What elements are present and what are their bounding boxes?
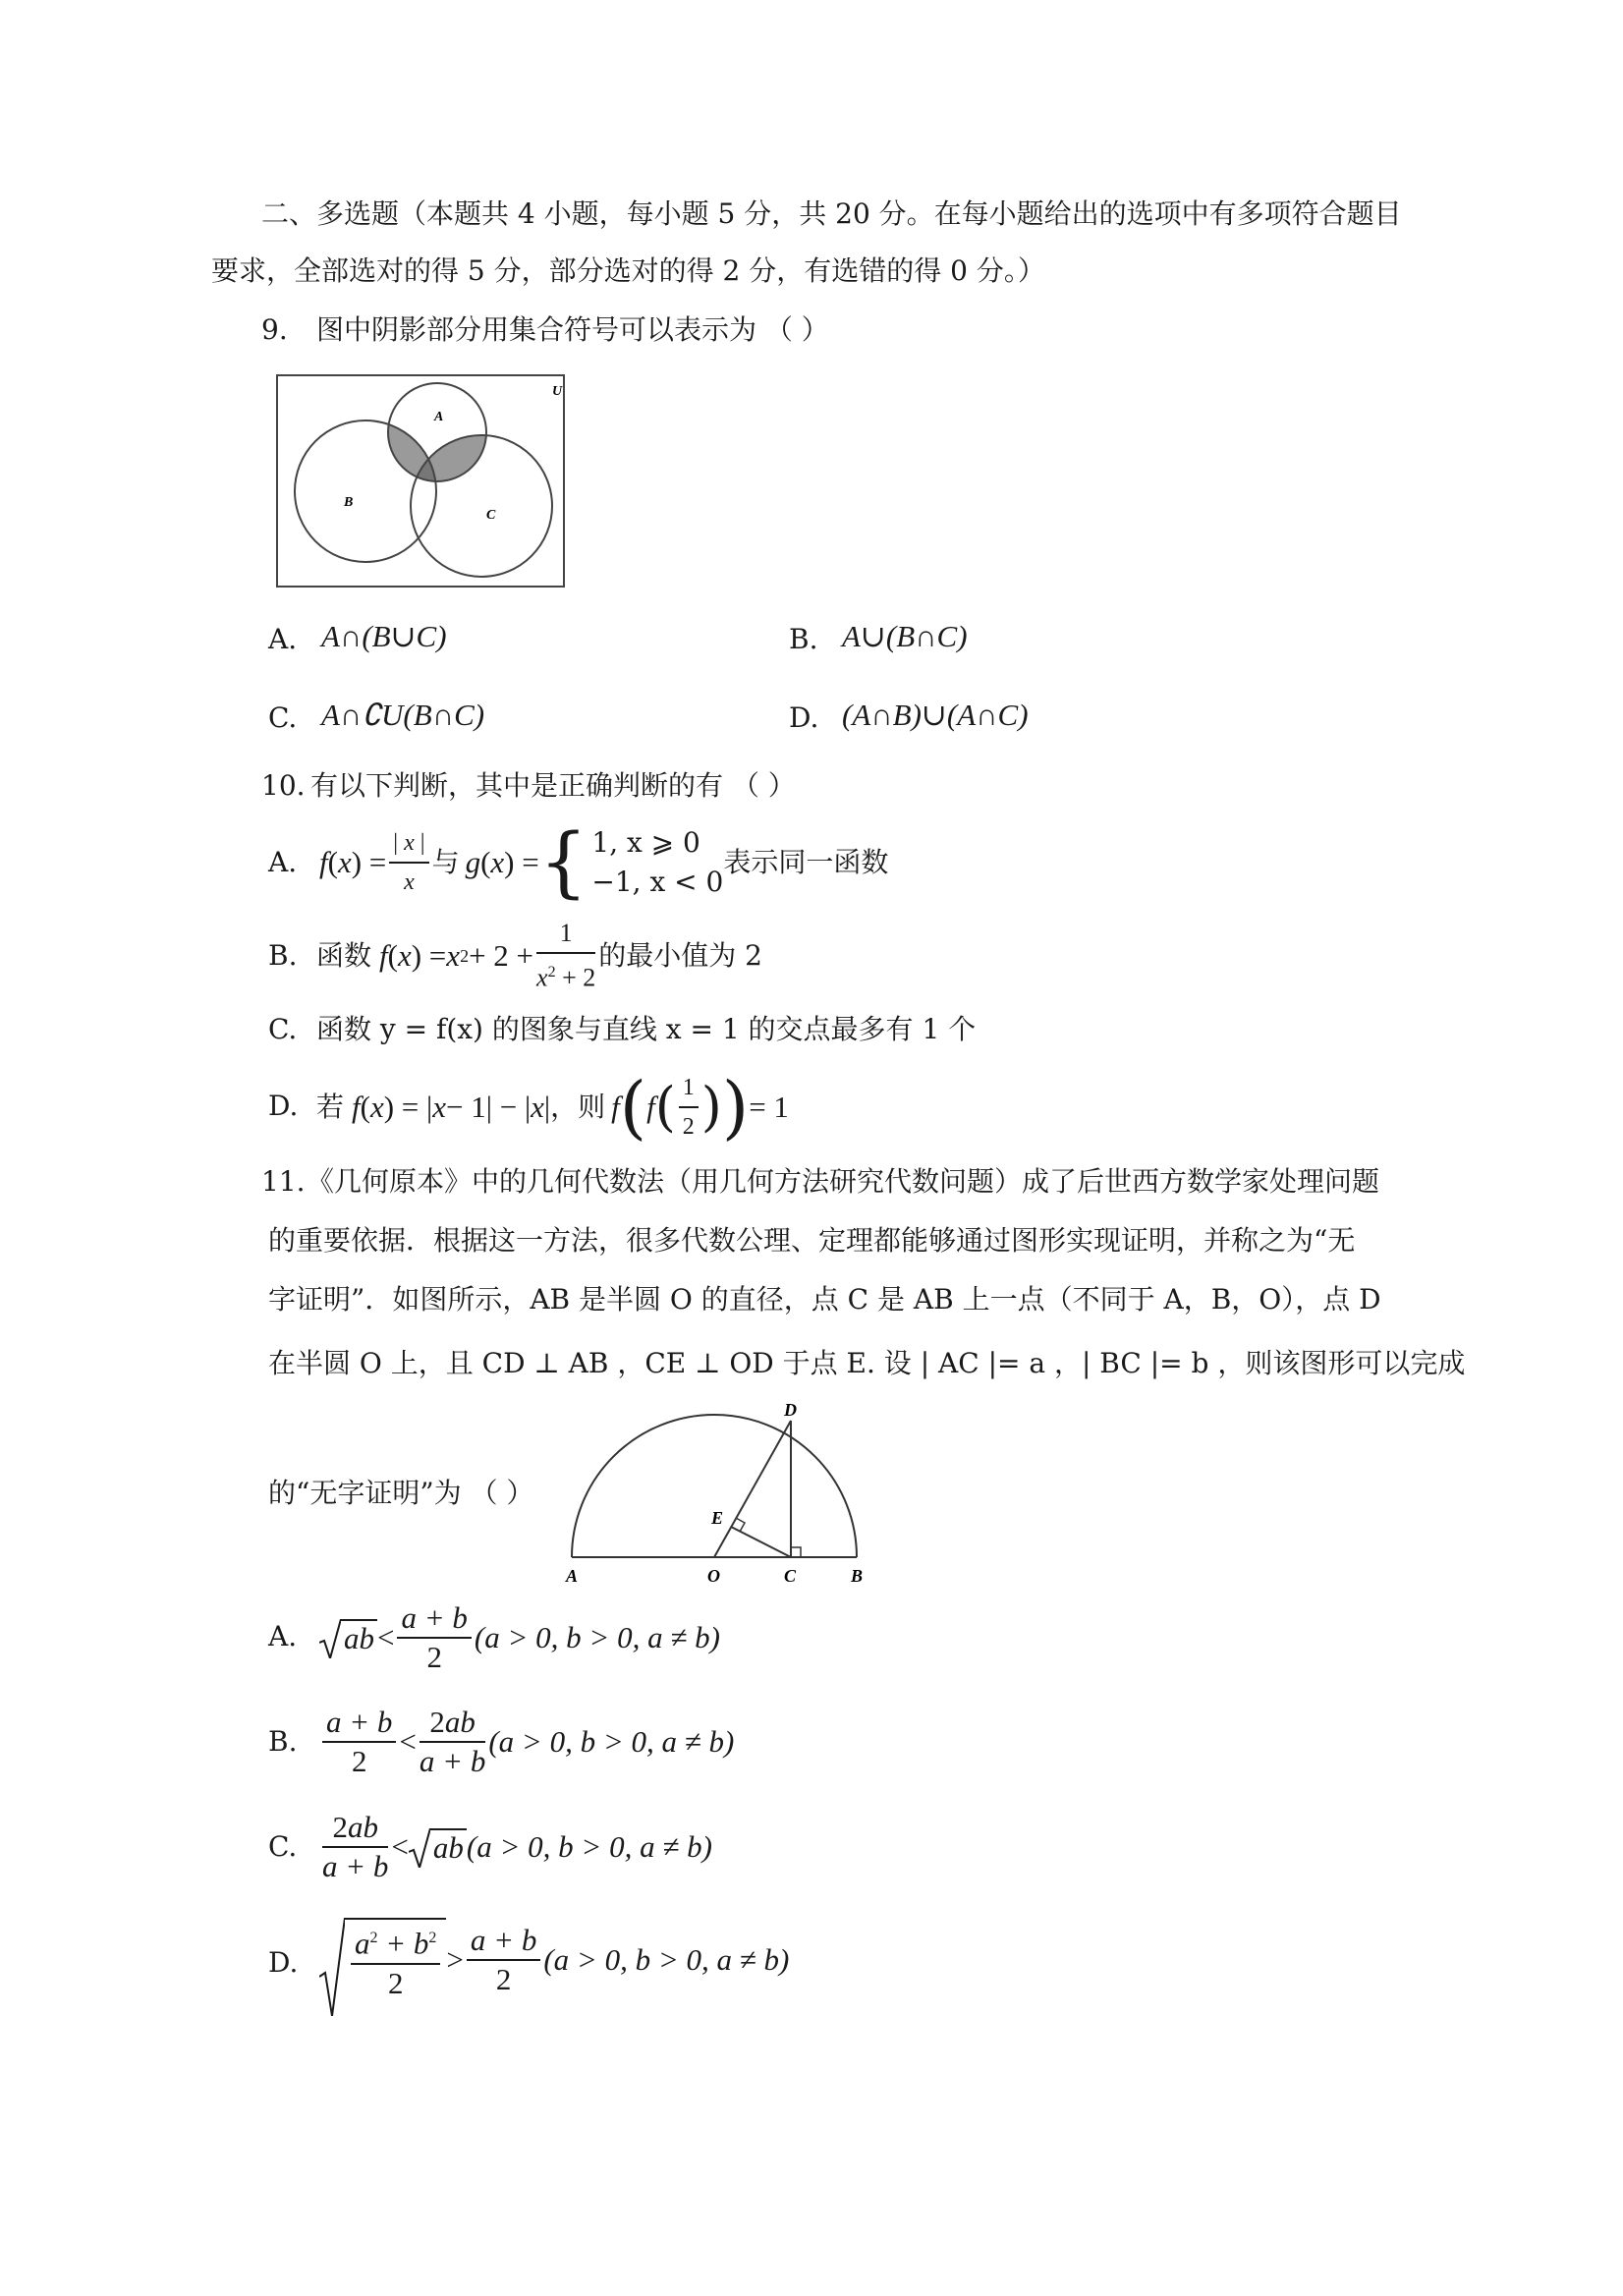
q10-stem: 有以下判断，其中是正确判断的有 （ ） [310,769,796,802]
q10-option-d-formula: 若 f ( x ) = | x − 1| − | x | ，则 f ( f ( $\frac{1}{2}$ ) ) = 1 [316,1067,789,1148]
q9-option-d-letter: D. [789,701,819,734]
q10-option-a-case1: 1, x ⩾ 0 [591,826,700,859]
q10-option-d-mid: ，则 [550,1091,606,1123]
q10-option-a-yu: 与 [431,846,460,878]
label-c: C [784,1566,797,1586]
q9-option-a-expr: A∩(B∪C) [321,619,447,653]
q10-option-b-end: 的最小值为 2 [598,939,762,972]
venn-diagram [275,373,570,594]
venn-label-c: C [486,508,496,523]
q11-line3: 字证明”．如图所示，AB 是半圆 O 的直径，点 C 是 AB 上一点（不同于 A，B，O），点 D [268,1283,1381,1316]
q9-option-a-letter: A. [268,623,298,655]
q11-option-a-letter: A. [268,1620,298,1652]
q9-option-c-expr: A∩∁U(B∩C) [321,698,485,732]
right-angle-c [791,1547,801,1557]
q11-option-c-letter: C. [268,1830,298,1863]
label-b: B [851,1566,864,1586]
q10-option-b-start: 函数 [316,939,372,972]
circle-c [411,435,552,577]
q11-line2: 的重要依据．根据这一方法，很多代数公理、定理都能够通过图形实现证明，并称之为“无 [268,1224,1356,1257]
q10-option-a-end: 表示同一函数 [723,846,889,878]
q11-number: 11. [261,1165,306,1198]
q9-option-b-expr: A∪(B∩C) [842,619,968,653]
label-d: D [784,1400,797,1420]
q9-option-d-expr: (A∩B)∪(A∩C) [842,698,1029,732]
label-e: E [711,1508,724,1528]
q9-number: 9. [261,313,288,346]
q11-line5: 的“无字证明”为 （ ） [268,1477,534,1509]
q9-option-c-letter: C. [268,701,298,734]
q10-option-a-formula: f ( x ) = $\frac{| x |}{x}$ 与 g ( x ) = { 1, x ⩾ 0 −1, x < 0 表示同一函数 [319,818,889,907]
venn-label-a: A [434,410,444,424]
semicircle-figure [560,1400,874,1592]
q10-option-a-case2: −1, x < 0 [591,866,724,898]
q10-option-d-start: 若 [316,1091,345,1123]
label-o: O [707,1566,720,1586]
q10-option-b-formula: 函数 f ( x ) = x 2 + 2 + $\frac{1}{x^2 + 2}$ 的最小值为 2 [316,916,762,996]
q11-option-c-condition: (a > 0, b > 0, a ≠ b) [466,1829,712,1864]
section-heading-line1: 二、多选题（本题共 4 小题，每小题 5 分，共 20 分。在每小题给出的选项中有多项符合题目 [261,197,1402,230]
q11-option-a-formula: ab < $\frac{a + b}{2}$ (a > 0, b > 0, a ≠ b) [319,1594,720,1682]
q11-option-d-letter: D. [268,1946,299,1979]
universe-rect [277,375,564,587]
label-a: A [566,1566,579,1586]
q11-option-a-condition: (a > 0, b > 0, a ≠ b) [474,1620,720,1654]
q10-option-c-letter: C. [268,1013,298,1045]
semicircle-arc [572,1415,857,1557]
q10-option-b-letter: B. [268,939,298,972]
q11-line1: 《几何原本》中的几何代数法（用几何方法研究代数问题）成了后世西方数学家处理问题 [307,1165,1380,1198]
section-heading-line2: 要求，全部选对的得 5 分，部分选对的得 2 分，有选错的得 0 分。） [211,254,1045,287]
venn-label-b: B [344,495,354,510]
q11-option-b-letter: B. [268,1725,298,1758]
venn-label-u: U [552,384,563,399]
q11-option-d-formula: $\frac{a^2 + b^2}{2}$ > $\frac{a + b}{2}$ (a > 0, b > 0, a ≠ b) [319,1906,789,2014]
circle-b [295,420,436,562]
q11-line4: 在半圆 O 上，且 CD ⊥ AB ，CE ⊥ OD 于点 E. 设 | AC |= a ，| BC |= b ，则该图形可以完成 [268,1347,1466,1379]
q9-option-b-letter: B. [789,623,818,655]
q10-option-c-text: 函数 y = f(x) 的图象与直线 x = 1 的交点最多有 1 个 [316,1013,977,1045]
q11-option-b-formula: $\frac{a + b}{2}$ < $\frac{2ab}{a + b}$ (a > 0, b > 0, a ≠ b) [319,1698,734,1786]
q11-option-d-condition: (a > 0, b > 0, a ≠ b) [543,1942,790,1977]
q10-number: 10. [261,769,306,802]
q11-option-c-formula: $\frac{2ab}{a + b}$ < ab (a > 0, b > 0, a ≠ b) [322,1810,712,1883]
q10-option-a-letter: A. [268,846,298,878]
q11-option-b-condition: (a > 0, b > 0, a ≠ b) [488,1724,735,1759]
q9-stem: 图中阴影部分用集合符号可以表示为 （ ） [316,313,829,346]
q10-option-d-letter: D. [268,1090,299,1122]
